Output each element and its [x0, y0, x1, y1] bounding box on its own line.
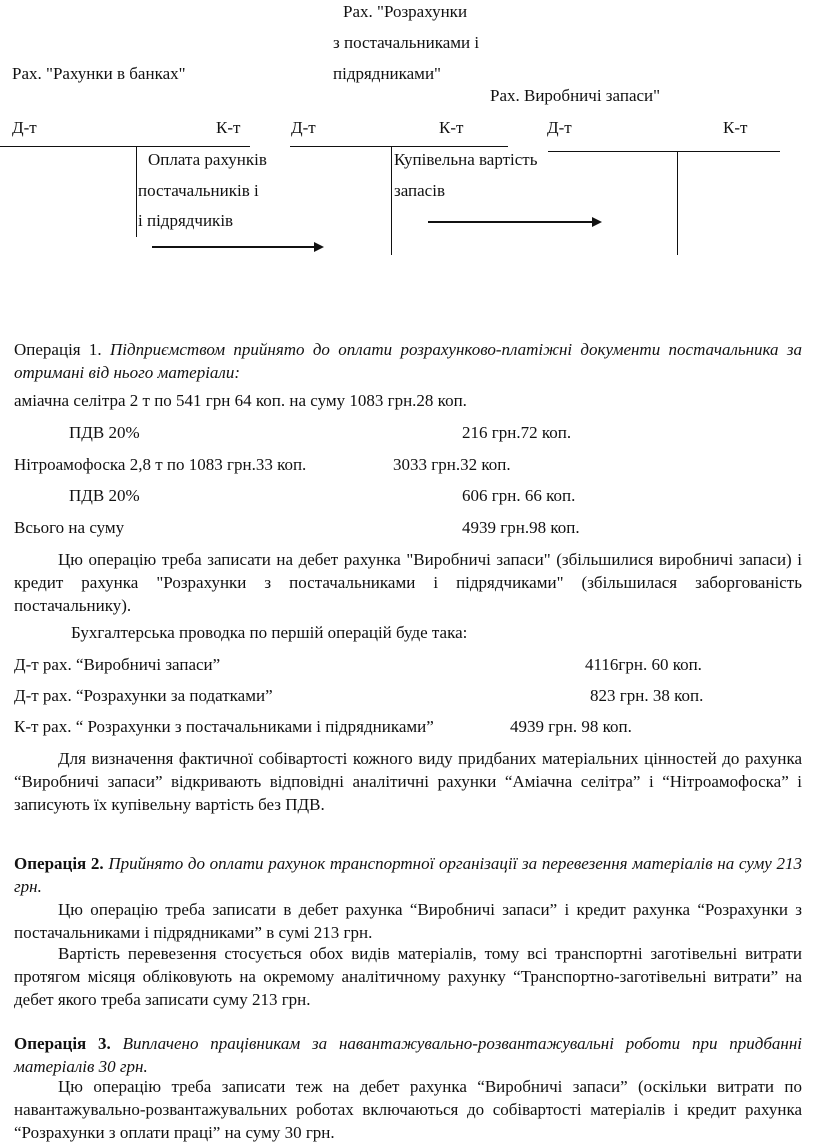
total-label: Всього на суму: [14, 518, 125, 537]
entry-intro-text: Бухгалтерська проводка по першій операцій буде така:: [71, 623, 468, 642]
entry-1-sum: 4116грн. 60 коп.: [585, 655, 702, 674]
inventory-account-vline: [677, 152, 678, 255]
total-sum: 4939 грн.98 коп.: [462, 518, 580, 537]
vat-line-2: [0, 486, 816, 510]
suppliers-account-title-line3: підрядниками": [333, 64, 441, 83]
operation-1-heading: [14, 338, 802, 384]
material-line-2-sum: 3033 грн.32 коп.: [393, 455, 511, 474]
material-line-2-text: Нітроамофоска 2,8 т по 1083 грн.33 коп.: [14, 455, 307, 474]
operation-1-text: Підприємством прийнято до оплати розрахунково-платіжні документи постачальника за отримані від нього матеріали:: [14, 340, 803, 382]
operation-3-text: Виплачено працівникам за навантажувально-розвантажувальні роботи при придбанні матеріалів 30 грн.: [14, 1034, 803, 1076]
banks-account-vline: [136, 147, 137, 237]
suppliers-account-title-line2: з постачальниками і: [333, 33, 480, 52]
entry-line-1: [0, 655, 816, 679]
operation-1-label: Операція 1.: [14, 340, 102, 359]
payment-label-line3: і підрядчиків: [138, 211, 234, 230]
inventory-credit-label: К-т: [723, 118, 748, 137]
entry-intro: [0, 623, 816, 647]
banks-account-hline: [0, 146, 250, 147]
entry-line-2: [0, 686, 816, 710]
suppliers-account-hline: [290, 146, 508, 147]
vat-line-1: [0, 423, 816, 447]
suppliers-debit-label: Д-т: [291, 118, 316, 137]
payment-arrow: [152, 246, 322, 248]
suppliers-account-vline: [391, 147, 392, 255]
banks-account-title: Рах. "Рахунки в банках": [12, 64, 186, 83]
operation-1-explanation: Цю операцію треба записати на дебет рахунка "Виробничі запаси" (збільшилися виробничі запаси) і кредит рахунка "Розрахунки з постачальниками і підрядчиками" (збільшилася заборгованість постачальнику).: [14, 550, 802, 615]
purchase-label-line2: запасів: [394, 181, 445, 200]
operation-3-label: Операція 3.: [14, 1034, 111, 1053]
inventory-account-title: Рах. Виробничі запаси": [490, 86, 661, 105]
operation-2-heading: [14, 852, 802, 898]
operation-3-explanation: Цю операцію треба записати теж на дебет рахунка “Виробничі запаси” (оскільки витрати по навантажувально-розвантажувальних роботах включаються до собівартості матеріалів і кредит рахунка “Розрахунки з оплати праці” на суму 30 грн.: [14, 1077, 802, 1142]
entry-2-label: Д-т рах. “Розрахунки за податками”: [14, 686, 273, 705]
operation-3-heading: [14, 1032, 802, 1078]
vat-line-2-label: ПДВ 20%: [69, 486, 140, 505]
entry-3-label: К-т рах. “ Розрахунки з постачальниками і підрядниками”: [14, 717, 434, 736]
vat-line-1-sum: 216 грн.72 коп.: [462, 423, 572, 442]
operation-2-explanation: Цю операцію треба записати в дебет рахунка “Виробничі запаси” і кредит рахунка “Розрахунки з постачальниками і підрядниками” в сумі 213 грн.: [14, 900, 802, 942]
suppliers-credit-label: К-т: [439, 118, 464, 137]
material-line-1-text: аміачна селітра 2 т по 541 грн 64 коп. на суму 1083 грн.28 коп.: [14, 391, 467, 410]
purchase-label-line1: Купівельна вартість: [394, 150, 538, 169]
inventory-account-hline: [548, 151, 780, 152]
suppliers-account-title-line1: Рах. "Розрахунки: [343, 2, 468, 21]
entry-2-sum: 823 грн. 38 коп.: [590, 686, 704, 705]
banks-credit-label: К-т: [216, 118, 241, 137]
payment-label-line2: постачальників і: [138, 181, 259, 200]
inventory-debit-label: Д-т: [547, 118, 572, 137]
operation-2-explanation-2: Вартість перевезення стосується обох видів матеріалів, тому всі транспортні заготівельні витрати протягом місяця обліковують на окремому аналітичному рахунку “Транспортно-заготівельні витрати” на дебет якого треба записати суму 213 грн.: [14, 944, 802, 1009]
material-line-1: [0, 391, 816, 415]
entry-line-3: [0, 717, 816, 741]
entry-3-sum: 4939 грн. 98 коп.: [510, 717, 632, 736]
total-line: [0, 518, 816, 542]
vat-line-2-sum: 606 грн. 66 коп.: [462, 486, 576, 505]
purchase-arrow: [428, 221, 600, 223]
analytics-paragraph: Для визначення фактичної собівартості кожного виду придбаних матеріальних цінностей до рахунка “Виробничі запаси” відкривають відповідні аналітичні рахунки “Аміачна селітра” і “Нітроамофоска” і записують їх купівельну вартість без ПДВ.: [14, 749, 802, 814]
entry-1-label: Д-т рах. “Виробничі запаси”: [14, 655, 221, 674]
operation-2-label: Операція 2.: [14, 854, 104, 873]
material-line-2: [0, 455, 816, 479]
operation-2-text: Прийнято до оплати рахунок транспортної організації за перевезення матеріалів на суму 213 грн.: [14, 854, 803, 896]
payment-label-line1: Оплата рахунків: [148, 150, 267, 169]
banks-debit-label: Д-т: [12, 118, 37, 137]
vat-line-1-label: ПДВ 20%: [69, 423, 140, 442]
